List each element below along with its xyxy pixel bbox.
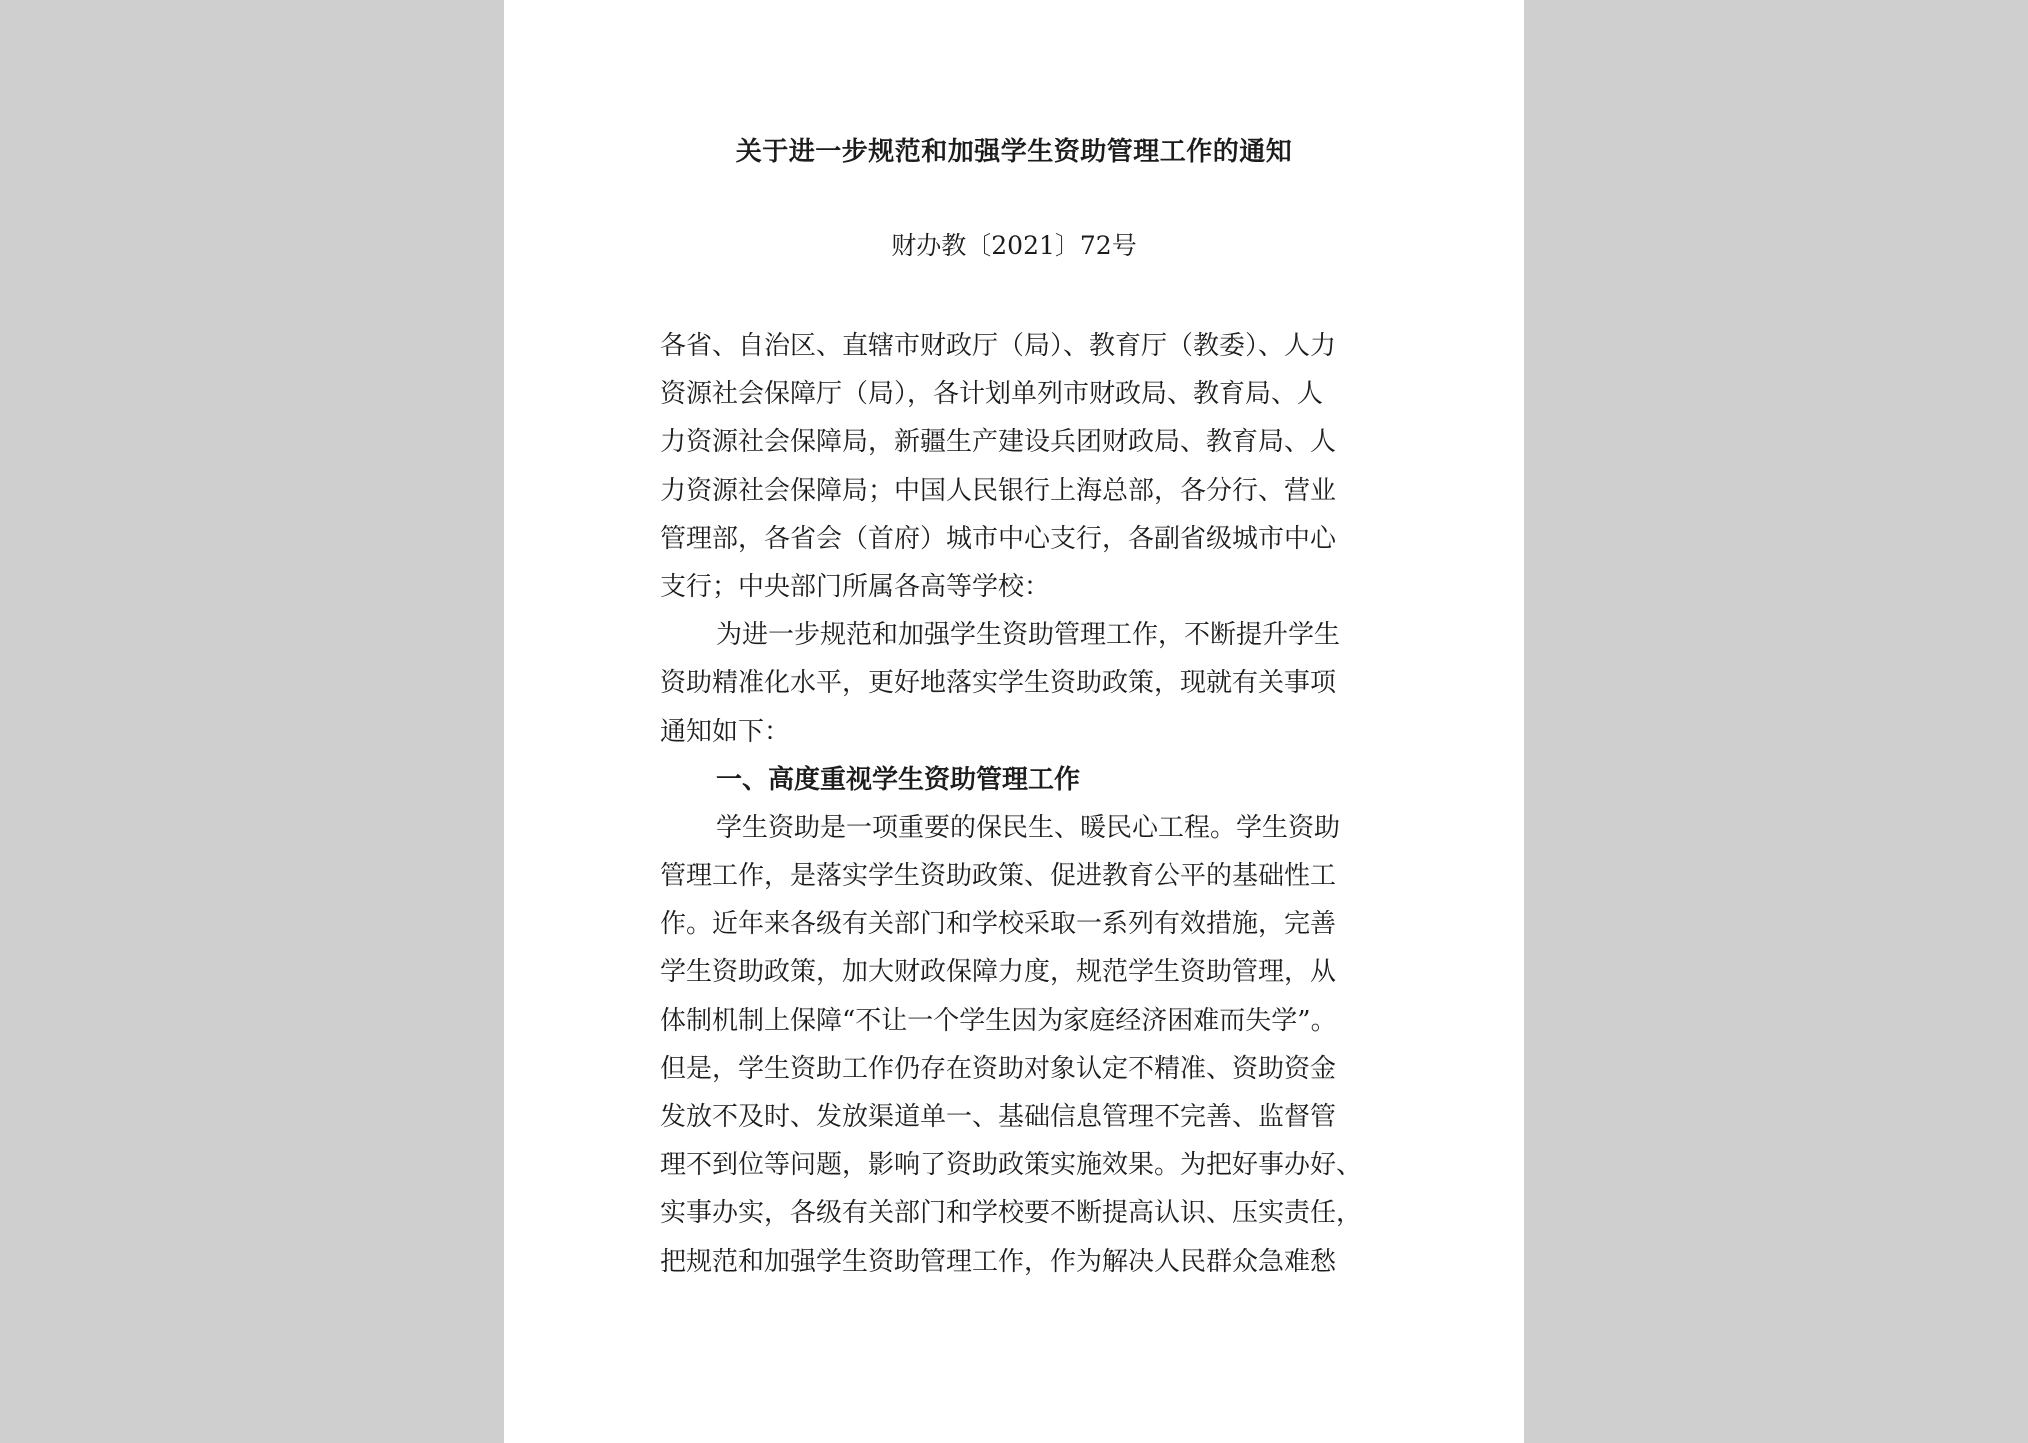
paragraph-line: 实事办实，各级有关部门和学校要不断提高认识、压实责任，	[660, 1198, 1363, 1229]
section1-paragraph	[660, 804, 1378, 1286]
intro-paragraph	[660, 611, 1378, 756]
addressee-block	[660, 322, 1378, 611]
addressee-line: 支行；中央部门所属各高等学校：	[660, 571, 1051, 602]
paragraph-line: 理不到位等问题，影响了资助政策实施效果。为把好事办好、	[660, 1150, 1363, 1181]
paragraph-line: 管理工作，是落实学生资助政策、促进教育公平的基础性工	[660, 861, 1337, 892]
paragraph-line: 学生资助是一项重要的保民生、暖民心工程。学生资助	[716, 812, 1341, 843]
addressee-line: 管理部，各省会（首府）城市中心支行，各副省级城市中心	[660, 523, 1337, 554]
paragraph-line: 体制机制上保障“不让一个学生因为家庭经济困难而失学”。	[660, 1005, 1337, 1036]
paragraph-line: 资助精准化水平，更好地落实学生资助政策，现就有关事项	[660, 668, 1337, 699]
document-body	[660, 322, 1378, 1286]
document-page	[504, 0, 1524, 1443]
paragraph-line: 发放不及时、发放渠道单一、基础信息管理不完善、监督管	[660, 1102, 1337, 1132]
paragraph-line: 为进一步规范和加强学生资助管理工作，不断提升学生	[716, 620, 1341, 651]
section-heading: 一、高度重视学生资助管理工作	[716, 764, 1081, 795]
addressee-line: 资源社会保障厅（局），各计划单列市财政局、教育局、人	[660, 379, 1324, 410]
document-number: 财办教〔2021〕72号	[891, 231, 1137, 260]
addressee-line: 力资源社会保障局，新疆生产建设兵团财政局、教育局、人	[660, 427, 1337, 458]
document-title: 关于进一步规范和加强学生资助管理工作的通知	[735, 137, 1293, 167]
paragraph-line: 作。近年来各级有关部门和学校采取一系列有效措施，完善	[660, 909, 1337, 940]
paragraph-line: 学生资助政策，加大财政保障力度，规范学生资助管理，从	[660, 957, 1337, 988]
paragraph-line: 把规范和加强学生资助管理工作，作为解决人民群众急难愁	[660, 1246, 1337, 1277]
paragraph-line: 通知如下：	[660, 716, 791, 747]
addressee-line: 力资源社会保障局；中国人民银行上海总部，各分行、营业	[660, 475, 1337, 506]
paragraph-line: 但是，学生资助工作仍存在资助对象认定不精准、资助资金	[660, 1053, 1337, 1084]
addressee-line: 各省、自治区、直辖市财政厅（局）、教育厅（教委）、人力	[660, 331, 1337, 361]
